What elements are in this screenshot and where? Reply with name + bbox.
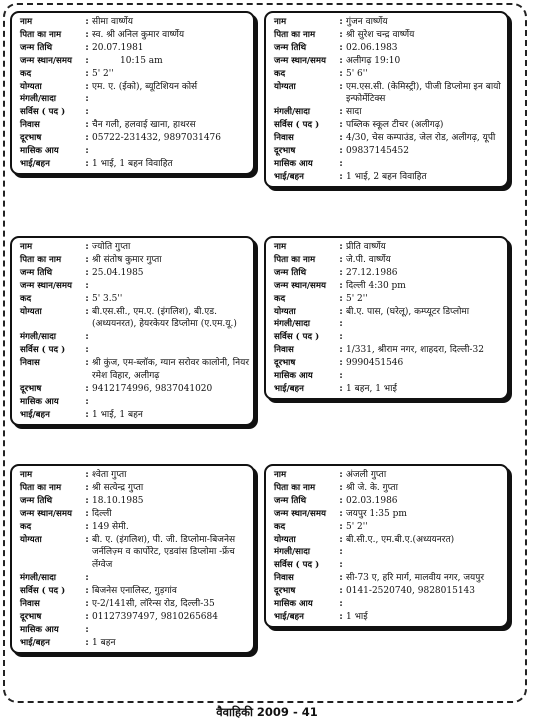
row-income: मासिक आय : bbox=[274, 598, 503, 611]
value-birth-place-time: अलीगढ़ 19:10 bbox=[346, 55, 401, 66]
value-income bbox=[346, 158, 503, 171]
label-education: योग्यता bbox=[20, 534, 42, 545]
label-siblings: भाई/बहन bbox=[20, 158, 50, 169]
value-name: श्वेता गुप्ता bbox=[92, 470, 127, 480]
value-name: गुंजन वार्ष्णेय bbox=[346, 17, 388, 27]
label-job: सर्विस ( पद ) bbox=[20, 345, 66, 356]
value-dob: 02.03.1986 bbox=[346, 495, 398, 506]
label-income: मासिक आय bbox=[274, 371, 313, 382]
value-education: एम.एस.सी. (केमिस्ट्री), पीजी डिप्लोमा इन बायो इन्फोर्मेटिक्स bbox=[346, 81, 501, 105]
value-education: बी.एस.सी., एम.ए. (इंगलिश), बी.एड. (अध्ययनरत), हेयरकेयर डिप्लोमा (ए.एम.यू.) bbox=[92, 306, 237, 330]
value-height: 149 सेमी. bbox=[92, 521, 129, 532]
row-name: नाम : अंजली गुप्ता bbox=[274, 469, 503, 482]
row-address: निवास : ए-2/141सी, लॉरेन्स रोड, दिल्ली-35 bbox=[20, 598, 249, 611]
row-education: योग्यता : बी.एस.सी., एम.ए. (इंगलिश), बी.एड. (अध्ययनरत), हेयरकेयर डिप्लोमा (ए.एम.यू.) bbox=[20, 306, 249, 332]
label-siblings: भाई/बहन bbox=[274, 611, 304, 622]
label-dob: जन्म तिथि bbox=[20, 42, 53, 53]
label-dob: जन्म तिथि bbox=[20, 495, 53, 506]
value-manglik: सादा bbox=[346, 107, 362, 118]
label-phone: दूरभाष bbox=[274, 358, 296, 369]
profile-card-2 bbox=[264, 11, 509, 188]
label-phone: दूरभाष bbox=[274, 586, 296, 597]
label-birth-place-time: जन्म स्थान/समय bbox=[274, 508, 326, 519]
row-name: नाम : गुंजन वार्ष्णेय bbox=[274, 16, 503, 29]
profile-card-3 bbox=[10, 236, 255, 426]
label-address: निवास bbox=[20, 120, 40, 131]
profile-card-1 bbox=[10, 11, 255, 175]
row-birth-place-time: जन्म स्थान/समय : जयपुर 1:35 pm bbox=[274, 508, 503, 521]
label-height: कद bbox=[274, 68, 286, 79]
label-name: नाम bbox=[274, 470, 287, 480]
value-job bbox=[346, 331, 503, 344]
row-siblings: भाई/बहन : 1 भाई, 1 बहन bbox=[20, 409, 249, 422]
value-job: बिजनेस एनालिस्ट, गुड़गांव bbox=[92, 586, 177, 597]
row-income: मासिक आय : bbox=[20, 396, 249, 409]
row-manglik: मंगली/सादा : bbox=[274, 318, 503, 331]
row-name: नाम : ज्योति गुप्ता bbox=[20, 241, 249, 254]
value-father: स्व. श्री अनिल कुमार वार्ष्णेय bbox=[92, 29, 185, 40]
value-job: पब्लिक स्कूल टीचर (अलीगढ़) bbox=[346, 120, 444, 131]
label-height: कद bbox=[20, 68, 32, 79]
row-birth-place-time: जन्म स्थान/समय : bbox=[20, 280, 249, 293]
row-manglik: मंगली/सादा : bbox=[20, 572, 249, 585]
label-dob: जन्म तिथि bbox=[274, 42, 307, 53]
value-phone: 9412174996, 9837041020 bbox=[92, 383, 213, 394]
value-siblings: 1 भाई, 1 बहन विवाहित bbox=[92, 158, 173, 169]
label-phone: दूरभाष bbox=[20, 383, 42, 394]
label-siblings: भाई/बहन bbox=[20, 637, 50, 648]
value-height: 5' 2'' bbox=[92, 68, 114, 79]
label-manglik: मंगली/सादा bbox=[20, 94, 56, 105]
row-education: योग्यता : बी. ए. (इंगलिश), पी. जी. डिप्लोमा-बिजनेस जर्नलिज़्म व कार्पोरेट, एडवांस डिप्लोमा -फ्रेंच लेंग्वेज bbox=[20, 534, 249, 573]
value-dob: 27.12.1986 bbox=[346, 267, 398, 278]
label-father: पिता का नाम bbox=[274, 29, 316, 40]
row-job: सर्विस ( पद ) : bbox=[274, 559, 503, 572]
row-name: नाम : सीमा वार्ष्णेय bbox=[20, 16, 249, 29]
label-name: नाम bbox=[20, 17, 33, 27]
label-phone: दूरभाष bbox=[20, 133, 42, 144]
row-income: मासिक आय : bbox=[20, 624, 249, 637]
value-father: श्री सत्येन्द्र गुप्ता bbox=[92, 482, 144, 493]
value-birth-place-time: जयपुर 1:35 pm bbox=[346, 508, 407, 519]
label-father: पिता का नाम bbox=[274, 254, 316, 265]
row-dob: जन्म तिथि : 18.10.1985 bbox=[20, 495, 249, 508]
value-name: ज्योति गुप्ता bbox=[92, 242, 131, 252]
row-address: निवास : 1/331, श्रीराम नगर, शाहदरा, दिल्ली-32 bbox=[274, 344, 503, 357]
value-father: श्री जे. के. गुप्ता bbox=[346, 482, 398, 493]
row-phone: दूरभाष : 05722-231432, 9897031476 bbox=[20, 132, 249, 145]
profile-card-5 bbox=[10, 464, 255, 654]
label-height: कद bbox=[20, 293, 32, 304]
row-dob: जन्म तिथि : 20.07.1981 bbox=[20, 42, 249, 55]
row-dob: जन्म तिथि : 27.12.1986 bbox=[274, 267, 503, 280]
label-dob: जन्म तिथि bbox=[274, 267, 307, 278]
value-birth-place-time: दिल्ली bbox=[92, 508, 112, 519]
row-job: सर्विस ( पद ) : bbox=[20, 344, 249, 357]
value-address: 1/331, श्रीराम नगर, शाहदरा, दिल्ली-32 bbox=[346, 345, 484, 356]
value-phone: 09837145452 bbox=[346, 146, 409, 157]
label-birth-place-time: जन्म स्थान/समय bbox=[274, 280, 326, 291]
label-birth-place-time: जन्म स्थान/समय bbox=[20, 508, 72, 519]
label-address: निवास bbox=[274, 133, 294, 144]
label-height: कद bbox=[274, 293, 286, 304]
value-education: एम. ए. (ईको), ब्यूटिशियन कोर्स bbox=[92, 81, 198, 92]
label-name: नाम bbox=[274, 242, 287, 252]
row-dob: जन्म तिथि : 25.04.1985 bbox=[20, 267, 249, 280]
value-income bbox=[92, 145, 249, 158]
label-education: योग्यता bbox=[274, 81, 296, 92]
value-manglik bbox=[92, 331, 249, 344]
row-phone: दूरभाष : 9412174996, 9837041020 bbox=[20, 383, 249, 396]
value-education: बी. ए. (इंगलिश), पी. जी. डिप्लोमा-बिजनेस जर्नलिज़्म व कार्पोरेट, एडवांस डिप्लोमा -फ्रेंच लेंग्वेज bbox=[92, 534, 236, 571]
value-height: 5' 6'' bbox=[346, 68, 368, 79]
row-job: सर्विस ( पद ) : bbox=[274, 331, 503, 344]
value-address: ए-2/141सी, लॉरेन्स रोड, दिल्ली-35 bbox=[92, 599, 215, 610]
value-address: सी-73 ए, हरि मार्ग, मालवीय नगर, जयपुर bbox=[346, 573, 485, 584]
label-job: सर्विस ( पद ) bbox=[20, 586, 66, 597]
value-siblings: 1 भाई, 2 बहन विवाहित bbox=[346, 171, 427, 182]
value-income bbox=[92, 624, 249, 637]
row-birth-place-time: जन्म स्थान/समय : अलीगढ़ 19:10 bbox=[274, 55, 503, 68]
value-father: जे.पी. वार्ष्णेय bbox=[346, 254, 391, 265]
label-birth-place-time: जन्म स्थान/समय bbox=[274, 55, 326, 66]
value-height: 5' 3.5'' bbox=[92, 293, 123, 304]
label-manglik: मंगली/सादा bbox=[274, 547, 310, 558]
row-father: पिता का नाम : स्व. श्री अनिल कुमार वार्ष्णेय bbox=[20, 29, 249, 42]
label-address: निवास bbox=[20, 358, 40, 369]
label-job: सर्विस ( पद ) bbox=[20, 107, 66, 118]
label-job: सर्विस ( पद ) bbox=[274, 332, 320, 343]
row-father: पिता का नाम : श्री सत्येन्द्र गुप्ता bbox=[20, 482, 249, 495]
label-education: योग्यता bbox=[274, 534, 296, 545]
value-education: बी.ए. पास, (घरेलू), कम्प्यूटर डिप्लोमा bbox=[346, 306, 470, 317]
row-education: योग्यता : एम. ए. (ईको), ब्यूटिशियन कोर्स bbox=[20, 81, 249, 94]
value-birth-place-time: 10:15 am bbox=[120, 55, 163, 66]
label-height: कद bbox=[20, 521, 32, 532]
value-dob: 25.04.1985 bbox=[92, 267, 144, 278]
value-height: 5' 2'' bbox=[346, 521, 368, 532]
label-birth-place-time: जन्म स्थान/समय bbox=[20, 280, 72, 291]
label-phone: दूरभाष bbox=[20, 611, 42, 622]
label-father: पिता का नाम bbox=[20, 254, 62, 265]
row-address: निवास : 4/30, चेस कम्पाउंड, जेल रोड, अलीगढ़, यूपी bbox=[274, 132, 503, 145]
row-height: कद : 149 सेमी. bbox=[20, 521, 249, 534]
label-manglik: मंगली/सादा bbox=[20, 573, 56, 584]
value-income bbox=[346, 598, 503, 611]
row-phone: दूरभाष : 01127397497, 9810265684 bbox=[20, 611, 249, 624]
value-job bbox=[346, 559, 503, 572]
label-phone: दूरभाष bbox=[274, 146, 296, 157]
label-siblings: भाई/बहन bbox=[20, 409, 50, 420]
row-dob: जन्म तिथि : 02.03.1986 bbox=[274, 495, 503, 508]
label-education: योग्यता bbox=[20, 81, 42, 92]
value-name: प्रीति वार्ष्णेय bbox=[346, 242, 386, 252]
row-name: नाम : श्वेता गुप्ता bbox=[20, 469, 249, 482]
value-phone: 05722-231432, 9897031476 bbox=[92, 133, 222, 144]
row-address: निवास : श्री कुंज, एम-ब्लॉक, ग्यान सरोवर कालोनी, नियर रमेश विहार, अलीगढ़ bbox=[20, 358, 249, 382]
row-address: निवास : सी-73 ए, हरि मार्ग, मालवीय नगर, जयपुर bbox=[274, 572, 503, 585]
row-siblings: भाई/बहन : 1 भाई, 2 बहन विवाहित bbox=[274, 171, 503, 184]
value-phone: 0141-2520740, 9828015143 bbox=[346, 586, 476, 597]
row-phone: दूरभाष : 9990451546 bbox=[274, 357, 503, 370]
label-job: सर्विस ( पद ) bbox=[274, 120, 320, 131]
value-siblings: 1 बहन, 1 भाई bbox=[346, 383, 397, 394]
label-income: मासिक आय bbox=[274, 599, 313, 610]
row-siblings: भाई/बहन : 1 बहन bbox=[20, 637, 249, 650]
value-siblings: 1 भाई, 1 बहन bbox=[92, 409, 143, 420]
row-phone: दूरभाष : 09837145452 bbox=[274, 145, 503, 158]
row-education: योग्यता : बी.सी.ए., एम.बी.ए.(अध्ययनरत) bbox=[274, 534, 503, 547]
value-job bbox=[92, 106, 249, 119]
value-job bbox=[92, 344, 249, 357]
value-siblings: 1 भाई bbox=[346, 611, 368, 622]
row-income: मासिक आय : bbox=[274, 158, 503, 171]
row-father: पिता का नाम : श्री सुरेश चन्द्र वार्ष्णेय bbox=[274, 29, 503, 42]
label-name: नाम bbox=[20, 242, 33, 252]
label-manglik: मंगली/सादा bbox=[20, 332, 56, 343]
row-birth-place-time: जन्म स्थान/समय : 10:15 am bbox=[20, 55, 249, 68]
profile-card-4 bbox=[264, 236, 509, 400]
value-father: श्री संतोष कुमार गुप्ता bbox=[92, 254, 162, 265]
row-birth-place-time: जन्म स्थान/समय : दिल्ली bbox=[20, 508, 249, 521]
row-siblings: भाई/बहन : 1 भाई bbox=[274, 611, 503, 624]
row-job: सर्विस ( पद ) : bbox=[20, 106, 249, 119]
row-height: कद : 5' 3.5'' bbox=[20, 293, 249, 306]
value-birth-place-time: दिल्ली 4:30 pm bbox=[346, 280, 406, 291]
label-address: निवास bbox=[274, 345, 294, 356]
value-income bbox=[346, 370, 503, 383]
value-address: श्री कुंज, एम-ब्लॉक, ग्यान सरोवर कालोनी, नियर रमेश विहार, अलीगढ़ bbox=[92, 358, 249, 382]
row-phone: दूरभाष : 0141-2520740, 9828015143 bbox=[274, 585, 503, 598]
label-income: मासिक आय bbox=[20, 624, 59, 635]
label-income: मासिक आय bbox=[20, 396, 59, 407]
row-father: पिता का नाम : श्री जे. के. गुप्ता bbox=[274, 482, 503, 495]
label-manglik: मंगली/सादा bbox=[274, 319, 310, 330]
row-job: सर्विस ( पद ) : बिजनेस एनालिस्ट, गुड़गांव bbox=[20, 585, 249, 598]
label-name: नाम bbox=[274, 17, 287, 27]
label-birth-place-time: जन्म स्थान/समय bbox=[20, 55, 72, 66]
page-footer: वैवाहिकी 2009 - 41 bbox=[216, 705, 318, 719]
row-dob: जन्म तिथि : 02.06.1983 bbox=[274, 42, 503, 55]
label-dob: जन्म तिथि bbox=[274, 495, 307, 506]
row-manglik: मंगली/सादा : bbox=[20, 93, 249, 106]
value-manglik bbox=[346, 318, 503, 331]
label-job: सर्विस ( पद ) bbox=[274, 560, 320, 571]
value-address: 4/30, चेस कम्पाउंड, जेल रोड, अलीगढ़, यूपी bbox=[346, 133, 496, 144]
label-height: कद bbox=[274, 521, 286, 532]
row-manglik: मंगली/सादा : bbox=[20, 331, 249, 344]
row-education: योग्यता : बी.ए. पास, (घरेलू), कम्प्यूटर डिप्लोमा bbox=[274, 306, 503, 319]
label-siblings: भाई/बहन bbox=[274, 383, 304, 394]
value-education: बी.सी.ए., एम.बी.ए.(अध्ययनरत) bbox=[346, 534, 455, 545]
row-siblings: भाई/बहन : 1 बहन, 1 भाई bbox=[274, 383, 503, 396]
value-address: चैन गली, हलवाई खाना, हाथरस bbox=[92, 120, 196, 131]
value-name: अंजली गुप्ता bbox=[346, 470, 387, 480]
value-phone: 01127397497, 9810265684 bbox=[92, 611, 218, 622]
value-dob: 20.07.1981 bbox=[92, 42, 144, 53]
row-father: पिता का नाम : जे.पी. वार्ष्णेय bbox=[274, 254, 503, 267]
label-name: नाम bbox=[20, 470, 33, 480]
label-father: पिता का नाम bbox=[20, 29, 62, 40]
value-manglik bbox=[346, 546, 503, 559]
value-name: सीमा वार्ष्णेय bbox=[92, 17, 133, 27]
row-height: कद : 5' 6'' bbox=[274, 68, 503, 81]
label-dob: जन्म तिथि bbox=[20, 267, 53, 278]
value-manglik bbox=[92, 93, 249, 106]
row-height: कद : 5' 2'' bbox=[274, 521, 503, 534]
row-height: कद : 5' 2'' bbox=[274, 293, 503, 306]
label-father: पिता का नाम bbox=[20, 482, 62, 493]
label-income: मासिक आय bbox=[274, 158, 313, 169]
value-dob: 18.10.1985 bbox=[92, 495, 144, 506]
value-siblings: 1 बहन bbox=[92, 637, 116, 648]
value-birth-place-time bbox=[92, 280, 249, 293]
row-name: नाम : प्रीति वार्ष्णेय bbox=[274, 241, 503, 254]
row-father: पिता का नाम : श्री संतोष कुमार गुप्ता bbox=[20, 254, 249, 267]
row-income: मासिक आय : bbox=[274, 370, 503, 383]
row-manglik: मंगली/सादा : bbox=[274, 546, 503, 559]
label-manglik: मंगली/सादा bbox=[274, 107, 310, 118]
label-income: मासिक आय bbox=[20, 146, 59, 157]
profile-card-6 bbox=[264, 464, 509, 628]
row-siblings: भाई/बहन : 1 भाई, 1 बहन विवाहित bbox=[20, 158, 249, 171]
label-education: योग्यता bbox=[274, 306, 296, 317]
row-manglik: मंगली/सादा : सादा bbox=[274, 106, 503, 119]
row-income: मासिक आय : bbox=[20, 145, 249, 158]
value-father: श्री सुरेश चन्द्र वार्ष्णेय bbox=[346, 29, 415, 40]
label-siblings: भाई/बहन bbox=[274, 171, 304, 182]
label-father: पिता का नाम bbox=[274, 482, 316, 493]
value-height: 5' 2'' bbox=[346, 293, 368, 304]
value-phone: 9990451546 bbox=[346, 358, 404, 369]
row-height: कद : 5' 2'' bbox=[20, 68, 249, 81]
label-address: निवास bbox=[20, 599, 40, 610]
row-job: सर्विस ( पद ) : पब्लिक स्कूल टीचर (अलीगढ़) bbox=[274, 119, 503, 132]
value-manglik bbox=[92, 572, 249, 585]
row-education: योग्यता : एम.एस.सी. (केमिस्ट्री), पीजी डिप्लोमा इन बायो इन्फोर्मेटिक्स bbox=[274, 81, 503, 107]
row-birth-place-time: जन्म स्थान/समय : दिल्ली 4:30 pm bbox=[274, 280, 503, 293]
label-education: योग्यता bbox=[20, 306, 42, 317]
value-dob: 02.06.1983 bbox=[346, 42, 398, 53]
value-income bbox=[92, 396, 249, 409]
row-address: निवास : चैन गली, हलवाई खाना, हाथरस bbox=[20, 119, 249, 132]
label-address: निवास bbox=[274, 573, 294, 584]
